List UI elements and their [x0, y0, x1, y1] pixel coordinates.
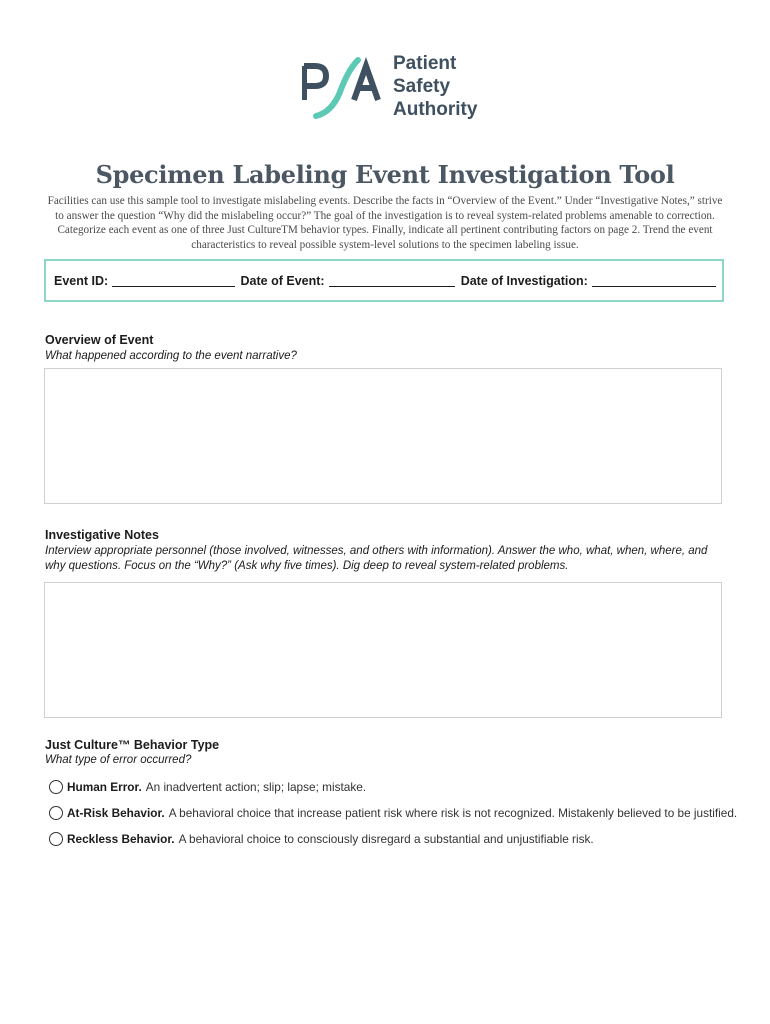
date-of-event-field[interactable] — [329, 275, 455, 287]
radio-at-risk-behavior[interactable] — [49, 806, 63, 820]
notes-text-area[interactable] — [44, 582, 722, 718]
logo-wordmark — [393, 52, 477, 121]
event-id-field[interactable] — [112, 275, 234, 287]
radio-human-error[interactable] — [49, 780, 63, 794]
date-of-event-label: Date of Event: — [240, 273, 325, 288]
option-label: Human Error. — [67, 780, 142, 794]
overview-title: Overview of Event — [45, 333, 154, 347]
psa-logo — [302, 52, 492, 122]
option-description: A behavioral choice that increase patient risk where risk is not recognized. Mistakenly believed to be justified. — [168, 806, 738, 820]
overview-text-area[interactable] — [44, 368, 722, 504]
option-label: Reckless Behavior. — [67, 832, 175, 846]
option-human-error[interactable] — [49, 780, 366, 794]
behavior-title: Just Culture™ Behavior Type — [45, 738, 220, 752]
event-id-label: Event ID: — [54, 273, 109, 288]
notes-title: Investigative Notes — [45, 528, 159, 542]
psa-logo-mark-icon — [302, 52, 382, 122]
behavior-subtitle: What type of error occurred? — [45, 754, 192, 766]
logo-line-3: Authority — [393, 99, 478, 120]
date-of-investigation-field[interactable] — [592, 275, 716, 287]
option-reckless-behavior[interactable] — [49, 832, 594, 846]
intro-paragraph: Facilities can use this sample tool to investigate mislabeling events. Describe the facts in “Overview of the Event.” Under “Investigative Notes,” strive to answer the question “Why did the mislabeling occur?” The goal of the investigation is to reveal system-related problems amenable to correction. Categorize each event as one of three Just CultureTM behavior types. Finally, indicate all pertinent contributing factors on page 2. Trend the event characteristics to reveal possible system-level solutions to the specimen labeling issue. — [47, 195, 723, 251]
option-at-risk-behavior[interactable] — [49, 806, 737, 820]
radio-reckless-behavior[interactable] — [49, 832, 63, 846]
event-id-box — [44, 259, 724, 302]
overview-subtitle: What happened according to the event narrative? — [45, 350, 297, 362]
option-description: A behavioral choice to consciously disregard a substantial and unjustifiable risk. — [178, 832, 594, 846]
page-title: Specimen Labeling Event Investigation Tool — [95, 160, 675, 189]
option-label: At-Risk Behavior. — [67, 806, 165, 820]
date-of-investigation-label: Date of Investigation: — [460, 273, 588, 288]
option-description: An inadvertent action; slip; lapse; mistake. — [145, 780, 367, 794]
logo-line-1: Patient — [393, 53, 457, 74]
logo-line-2: Safety — [393, 76, 451, 97]
notes-subtitle: Interview appropriate personnel (those involved, witnesses, and others with information). Answer the who, what, when, where, and why questions. Focus on the “Why?” (Ask why five times). Dig deep to reveal system-related problems. — [45, 545, 708, 572]
